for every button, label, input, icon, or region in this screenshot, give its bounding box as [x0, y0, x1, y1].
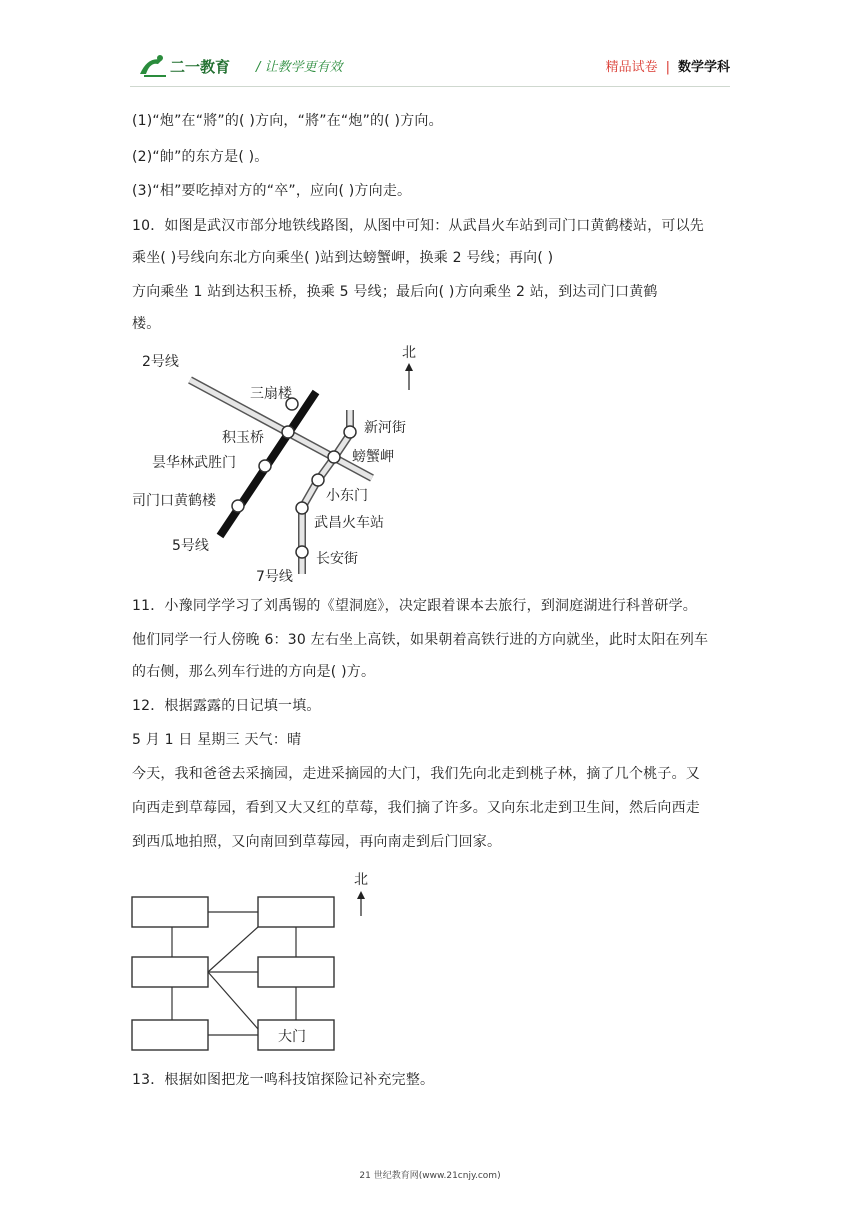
station-wuchang [296, 502, 308, 514]
label-xiaodongmen: 小东门 [326, 488, 368, 504]
subject-label: 数学学科 [677, 60, 730, 75]
header-right [606, 56, 730, 75]
header-separator: | [665, 60, 670, 75]
label-tanhualin: 昙华林武胜门 [152, 455, 236, 471]
station-xiaodongmen [312, 474, 324, 486]
header-divider [130, 86, 730, 87]
line7-label: 7号线 [256, 569, 293, 585]
q10-line2: 乘坐( )号线向东北方向乘坐( )站到达螃蟹岬，换乘 2 号线；再向( ) [132, 250, 554, 266]
box-bottom-left [132, 1020, 208, 1050]
line2-label: 2号线 [142, 354, 179, 370]
slogan: / 让教学更有效 [256, 60, 343, 75]
label-simenkou: 司门口黄鹤楼 [132, 493, 216, 509]
q9-part1: (1)“炮”在“將”的( )方向，“將”在“炮”的( )方向。 [132, 113, 443, 129]
q11-line2: 他们同学一行人傍晚 6：30 左右坐上高铁，如果朝着高铁行进的方向就坐，此时太阳在列车 [132, 632, 709, 648]
connector-diag-up [208, 927, 258, 972]
line5-label: 5号线 [172, 538, 209, 554]
box-middle-right [258, 957, 334, 987]
label-pangxiejia: 螃蟹岬 [352, 449, 394, 465]
label-changanjie: 长安街 [316, 551, 358, 567]
metro-map [128, 338, 428, 588]
q12-diary-line2: 向西走到草莓园，看到又大又红的草莓，我们摘了许多。又向东北走到卫生间，然后向西走 [132, 800, 700, 816]
page-footer: 21 世纪教育网(www.21cnjy.com) [359, 1171, 501, 1181]
q12-line1: 12．根据露露的日记填一填。 [132, 698, 321, 714]
label-sanshanlou: 三扇楼 [250, 386, 292, 402]
metro-north-arrowhead [405, 363, 413, 371]
orchard-north-arrowhead [357, 891, 365, 899]
q10-line4: 楼。 [132, 316, 161, 332]
q13-line1: 13．根据如图把龙一鸣科技馆探险记补充完整。 [132, 1072, 435, 1088]
metro-north-label: 北 [402, 345, 416, 361]
label-wuchang: 武昌火车站 [314, 515, 384, 531]
station-xinhejie [344, 426, 356, 438]
station-pangxiejia [328, 451, 340, 463]
brand-logo [136, 52, 246, 80]
q12-date: 5 月 1 日 星期三 天气：晴 [132, 732, 302, 748]
box-top-left [132, 897, 208, 927]
label-xinhejie: 新河街 [364, 420, 406, 436]
orchard-map [128, 866, 388, 1066]
station-changanjie [296, 546, 308, 558]
q9-part3: (3)“相”要吃掉对方的“卒”，应向( )方向走。 [132, 183, 412, 199]
q11-line3: 的右侧，那么列车行进的方向是( )方。 [132, 664, 376, 680]
q12-diary-line3: 到西瓜地拍照，又向南回到草莓园，再向南走到后门回家。 [132, 834, 502, 850]
q10-line3: 方向乘坐 1 站到达积玉桥，换乘 5 号线；最后向( )方向乘坐 2 站，到达司门口黄鹤 [132, 284, 658, 300]
station-simenkou [232, 500, 244, 512]
label-jiyuqiao: 积玉桥 [222, 430, 264, 446]
exam-label: 精品试卷 [605, 60, 658, 75]
q10-line1: 10．如图是武汉市部分地铁线路图，从图中可知：从武昌火车站到司门口黄鹤楼站，可以先 [132, 218, 705, 234]
orchard-north-label: 北 [354, 872, 368, 888]
box-middle-left [132, 957, 208, 987]
q11-line1: 11．小豫同学学习了刘禹锡的《望洞庭》，决定跟着课本去旅行，到洞庭湖进行科普研学。 [132, 598, 698, 614]
box-top-right [258, 897, 334, 927]
q9-part2: (2)“帥”的东方是( )。 [132, 149, 269, 165]
station-jiyuqiao [282, 426, 294, 438]
q12-diary-line1: 今天，我和爸爸去采摘园，走进采摘园的大门，我们先向北走到桃子林，摘了几个桃子。又 [132, 766, 700, 782]
station-tanhualin [259, 460, 271, 472]
page-header [130, 46, 730, 86]
connector-diag-down [208, 972, 258, 1029]
brand-name: 二一教育 [170, 58, 231, 76]
gate-label: 大门 [278, 1029, 306, 1045]
